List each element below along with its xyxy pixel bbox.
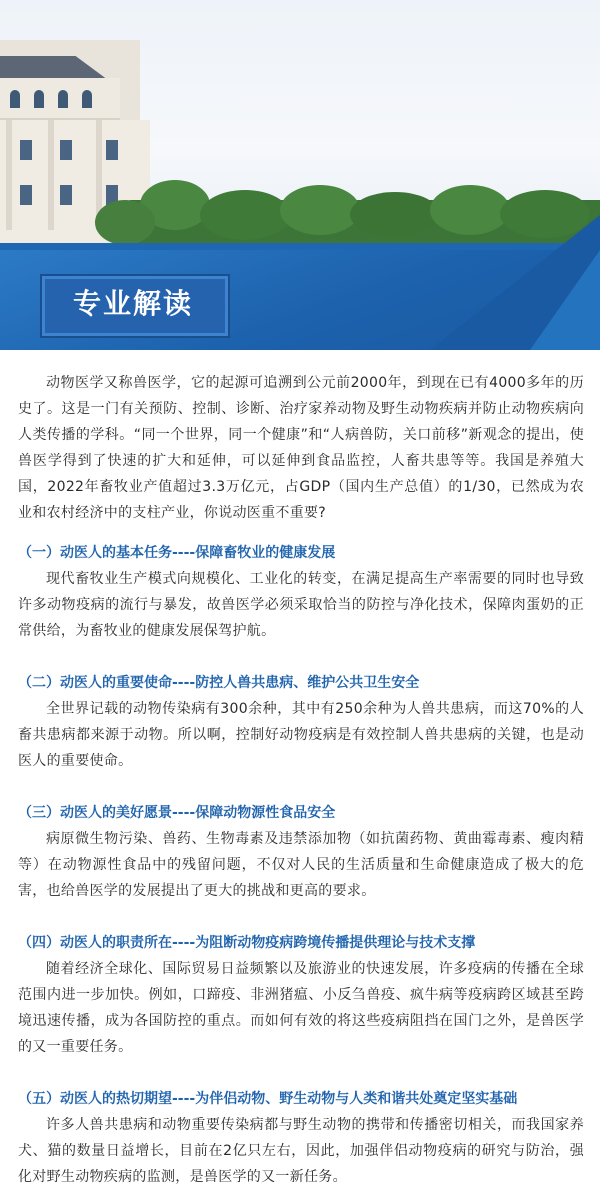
building-column bbox=[48, 120, 54, 230]
tree bbox=[95, 200, 155, 245]
building-window bbox=[20, 185, 32, 205]
section-heading-2: （二）动医人的重要使命----防控人兽共患病、维护公共卫生安全 bbox=[18, 675, 420, 691]
tree bbox=[500, 190, 590, 238]
section-heading-1: （一）动医人的基本任务----保障畜牧业的健康发展 bbox=[18, 545, 336, 561]
section-body-5: 许多人兽共患病和动物重要传染病都与野生动物的携带和传播密切相关，而我国家养犬、猫的数量日益增长，目前在2亿只左右，因此，加强伴侣动物疫病的研究与防治，强化对野生动物疾病的监测，是兽医学的又一新任务。 bbox=[18, 1117, 584, 1185]
page-title: 专业解读 bbox=[72, 287, 193, 320]
spacer bbox=[18, 526, 584, 540]
building-window bbox=[58, 90, 68, 108]
tree bbox=[200, 190, 290, 240]
section-heading-3: （三）动医人的美好愿景----保障动物源性食品安全 bbox=[18, 805, 336, 821]
tree bbox=[280, 185, 360, 235]
tree bbox=[430, 185, 510, 235]
header-banner bbox=[0, 0, 600, 350]
section-heading-5: （五）动医人的热切期望----为伴侣动物、野生动物与人类和谐共处奠定坚实基础 bbox=[18, 1091, 518, 1107]
building-window bbox=[10, 90, 20, 108]
section-body-4: 随着经济全球化、国际贸易日益频繁以及旅游业的快速发展，许多疫病的传播在全球范围内进一步加快。例如，口蹄疫、非洲猪瘟、小反刍兽疫、疯牛病等疫病跨区域甚至跨境迅速传播，成为各国防控的重点。而如何有效的将这些疫病阻挡在国门之外，是兽医学的又一重要任务。 bbox=[18, 961, 584, 1055]
building-window bbox=[34, 90, 44, 108]
spacer bbox=[18, 904, 584, 930]
building-window bbox=[60, 140, 72, 160]
section-heading-4: （四）动医人的职责所在----为阻断动物疫病跨境传播提供理论与技术支撑 bbox=[18, 935, 476, 951]
section-body-3: 病原微生物污染、兽药、生物毒素及违禁添加物（如抗菌药物、黄曲霉毒素、瘦肉精等）在动物源性食品中的残留问题，不仅对人民的生活质量和生命健康造成了极大的危害，也给兽医学的发展提出了更大的挑战和更高的要求。 bbox=[18, 831, 584, 899]
building-window bbox=[60, 185, 72, 205]
spacer bbox=[18, 1060, 584, 1086]
spacer bbox=[18, 774, 584, 800]
article-content bbox=[18, 370, 584, 1190]
building-window bbox=[82, 90, 92, 108]
section-body-2: 全世界记载的动物传染病有300余种，其中有250余种为人兽共患病，而这70%的人畜共患病都来源于动物。所以啊，控制好动物疫病是有效控制人兽共患病的关键，也是动医人的重要使命。 bbox=[18, 701, 584, 769]
section-body-1: 现代畜牧业生产模式向规模化、工业化的转变，在满足提高生产率需要的同时也导致许多动物疫病的流行与暴发，故兽医学必须采取恰当的防控与净化技术，保障肉蛋奶的正常供给，为畜牧业的健康发展保驾护航。 bbox=[18, 571, 584, 639]
tree bbox=[350, 192, 440, 237]
building-window bbox=[20, 140, 32, 160]
building-window bbox=[106, 140, 118, 160]
building-column bbox=[6, 120, 12, 230]
intro-paragraph: 动物医学又称兽医学，它的起源可追溯到公元前2000年，到现在已有4000多年的历史了。这是一门有关预防、控制、诊断、治疗家养动物及野生动物疾病并防止动物疾病向人类传播的学科。“同一个世界，同一个健康”和“人病兽防，关口前移”新观念的提出，使兽医学得到了快速的扩大和延伸，可以延伸到食品监控，人畜共患等等。我国是养殖大国，2022年畜牧业产值超过3.3万亿元，占GDP（国内生产总值）的1/30，已然成为农业和农村经济中的支柱产业，你说动医重不重要? bbox=[18, 375, 584, 521]
spacer bbox=[18, 644, 584, 670]
